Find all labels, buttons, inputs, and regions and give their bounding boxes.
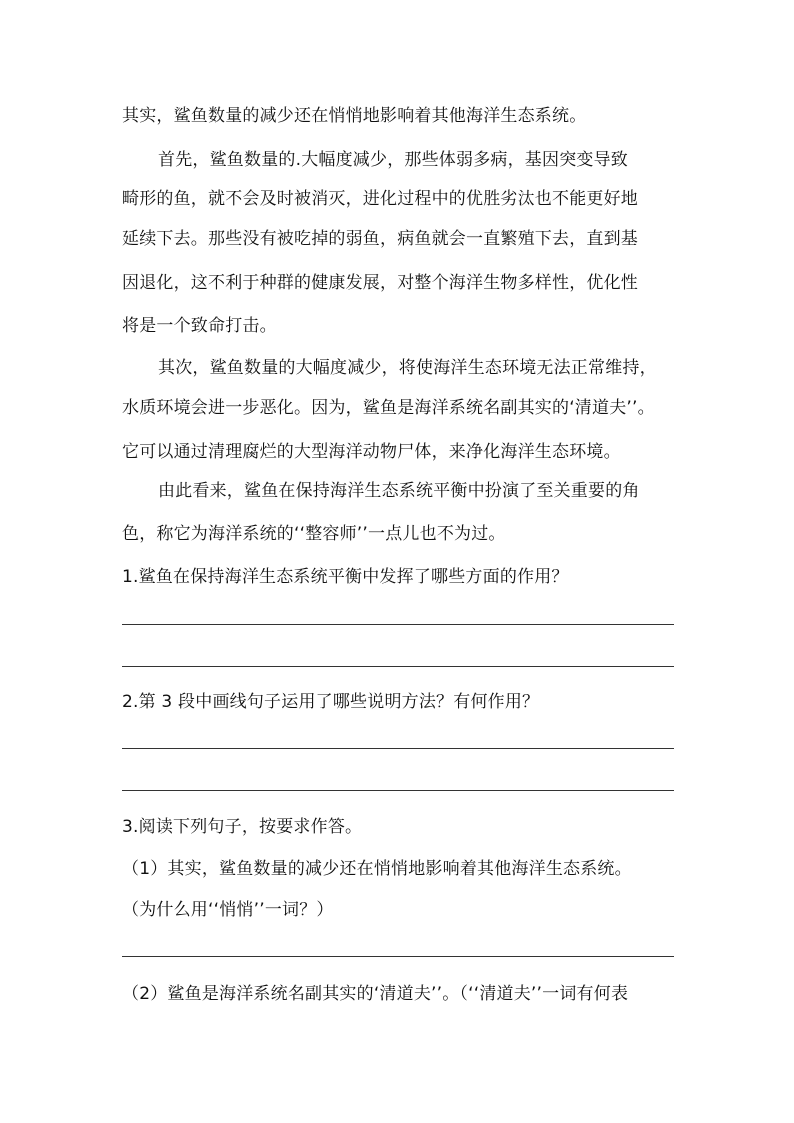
answer-line[interactable] — [122, 956, 674, 957]
passage-line: 它可以通过清理腐烂的大型海洋动物尸体，来净化海洋生态环境。 — [122, 442, 621, 462]
answer-line[interactable] — [122, 790, 674, 791]
passage-line: 将是一个致命打击。 — [122, 316, 277, 336]
passage-line: 畸形的鱼，就不会及时被消灭，进化过程中的优胜劣汰也不能更好地 — [122, 189, 638, 209]
question-2: 2.第 3 段中画线句子运用了哪些说明方法？有何作用？ — [122, 692, 540, 712]
question-3-1: （1）其实，鲨鱼数量的减少还在悄悄地影响着其他海洋生态系统。 — [122, 859, 632, 879]
passage-line: 其实，鲨鱼数量的减少还在悄悄地影响着其他海洋生态系统。 — [122, 106, 587, 126]
question-1: 1.鲨鱼在保持海洋生态系统平衡中发挥了哪些方面的作用？ — [122, 567, 569, 587]
passage-line: 延续下去。那些没有被吃掉的弱鱼，病鱼就会一直繁殖下去，直到基 — [122, 229, 638, 249]
answer-line[interactable] — [122, 666, 674, 667]
passage-line: 色，称它为海洋系统的‘‘整容师’’一点儿也不为过。 — [122, 524, 506, 544]
passage-line: 因退化，这不利于种群的健康发展，对整个海洋生物多样性，优化性 — [122, 273, 638, 293]
answer-line[interactable] — [122, 624, 674, 625]
answer-line[interactable] — [122, 748, 674, 749]
passage-line: 水质环境会进一步恶化。因为，鲨鱼是海洋系统名副其实的‘清道夫’’。 — [122, 398, 655, 418]
question-3-1-prompt: （为什么用‘‘悄悄’’一词？） — [122, 900, 334, 920]
question-3-2: （2）鲨鱼是海洋系统名副其实的‘清道夫’’。（‘‘清道夫’’一词有何表 — [122, 984, 629, 1004]
passage-line: 由此看来，鲨鱼在保持海洋生态系统平衡中扮演了至关重要的角 — [158, 481, 640, 501]
passage-line: 其次，鲨鱼数量的大幅度减少，将使海洋生态环境无法正常维持， — [158, 358, 657, 378]
passage-line: 首先，鲨鱼数量的.大幅度减少，那些体弱多病，基因突变导致 — [158, 150, 629, 170]
question-3: 3.阅读下列句子，按要求作答。 — [122, 817, 363, 837]
